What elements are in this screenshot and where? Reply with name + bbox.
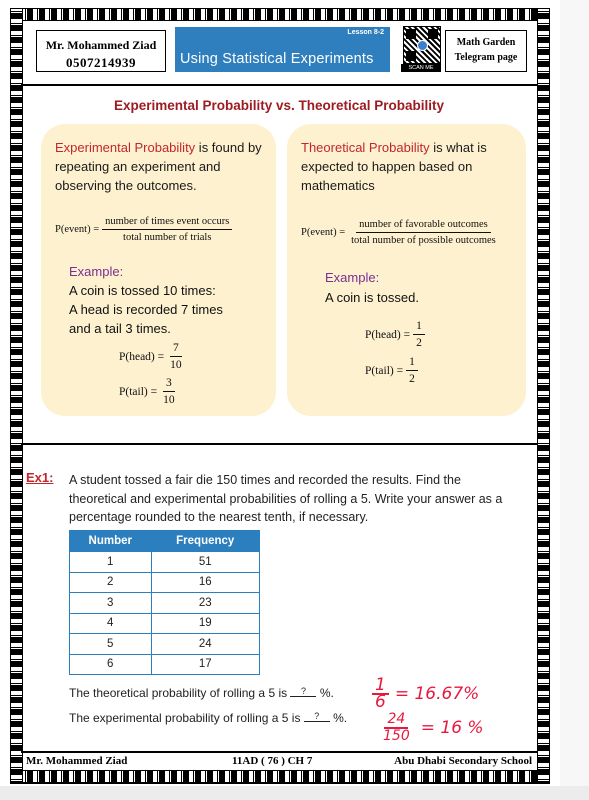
tail-denominator: 10	[163, 394, 175, 406]
section-title: Experimental Probability vs. Theoretical Probability	[113, 98, 445, 113]
table-cell: 3	[70, 593, 152, 614]
footer-teacher: Mr. Mohammed Ziad	[26, 755, 128, 767]
experimental-definition	[55, 138, 267, 195]
footer-school: Abu Dhabi Secondary School	[394, 755, 532, 767]
formula-fraction	[102, 216, 232, 243]
experimental-example-text	[69, 281, 223, 338]
right-margin	[560, 0, 589, 800]
lesson-number: Lesson 8-2	[347, 29, 384, 36]
teacher-phone: 0507214939	[66, 55, 136, 70]
tail-denominator: 2	[409, 373, 415, 385]
table-cell: 51	[151, 552, 260, 573]
example-line: A head is recorded 7 times	[69, 302, 223, 317]
answer-denominator: 6	[375, 692, 386, 712]
answer-numerator: 1	[372, 678, 389, 695]
answer-fraction	[372, 675, 389, 712]
table-cell: 23	[151, 593, 260, 614]
theoretical-head-prob	[365, 320, 425, 349]
table-cell: 24	[151, 634, 260, 655]
formula-numerator: number of favorable outcomes	[356, 219, 491, 233]
exercise-prompt: A student tossed a fair die 150 times and recorded the results. Find the theoretical and experimental probabilities of rolling a 5. Write your answer as a percentage rounded to the nearest tenth, if necessary.	[69, 473, 503, 524]
example-line: A coin is tossed 10 times:	[69, 283, 216, 298]
formula-fraction	[348, 219, 499, 246]
theoretical-card	[287, 124, 526, 416]
table-cell: 5	[70, 634, 152, 655]
theoretical-example-label: Example:	[325, 270, 380, 285]
table-row	[70, 572, 260, 593]
question-suffix: %.	[319, 686, 334, 700]
border-pattern-bottom	[10, 770, 550, 783]
garden-subtitle: Telegram page	[454, 52, 518, 63]
qr-code-icon[interactable]	[403, 26, 441, 64]
qr-logo-icon	[417, 40, 428, 51]
table-cell: 1	[70, 552, 152, 573]
header-divider	[21, 84, 537, 86]
table-row	[70, 613, 260, 634]
tail-lhs: P(tail) =	[365, 364, 404, 377]
experimental-tail-prob	[119, 377, 178, 406]
answer-fraction	[380, 712, 413, 744]
border-pattern-top	[10, 8, 550, 21]
lesson-title: Using Statistical Experiments	[180, 51, 374, 67]
question-text: The experimental probability of rolling a 5 is	[69, 711, 301, 725]
theoretical-question	[69, 686, 334, 700]
handwritten-answer-2	[380, 712, 484, 744]
head-numerator: 7	[170, 342, 182, 357]
table-row	[70, 634, 260, 655]
border-pattern-right	[537, 8, 550, 784]
page-footer	[24, 755, 534, 769]
table-header-cell: Frequency	[151, 531, 260, 552]
tail-fraction	[406, 356, 418, 385]
head-numerator: 1	[413, 320, 425, 335]
table-cell: 2	[70, 572, 152, 593]
table-cell: 19	[151, 613, 260, 634]
formula-lhs: P(event) =	[55, 224, 100, 235]
bottom-margin	[0, 786, 589, 800]
head-fraction	[413, 320, 425, 349]
head-denominator: 10	[170, 359, 182, 371]
theoretical-tail-prob	[365, 356, 418, 385]
footer-course: 11AD ( 76 ) CH 7	[232, 755, 313, 767]
teacher-name: Mr. Mohammed Ziad	[45, 38, 157, 52]
table-cell: 6	[70, 654, 152, 675]
experimental-card	[41, 124, 276, 416]
table-header-row	[70, 531, 260, 552]
head-fraction	[167, 342, 185, 371]
qr-caption: SCAN ME	[401, 64, 441, 72]
answer-result: = 16 %	[420, 718, 484, 738]
handwritten-answer-1	[372, 675, 480, 712]
tail-numerator: 1	[406, 356, 418, 371]
theoretical-example-text: A coin is tossed.	[325, 290, 419, 305]
table-row	[70, 552, 260, 573]
lesson-title-bar	[175, 27, 390, 72]
table-row	[70, 593, 260, 614]
formula-numerator: number of times event occurs	[102, 216, 232, 230]
answer-blank[interactable]: ?	[290, 686, 316, 697]
theoretical-definition-text: is what is expected to happen based on mathematics	[301, 140, 487, 193]
formula-denominator: total number of possible outcomes	[351, 235, 496, 246]
frequency-table	[69, 530, 260, 675]
question-suffix: %.	[333, 711, 348, 725]
footer-divider	[21, 751, 537, 753]
answer-numerator: 24	[384, 712, 408, 729]
tail-numerator: 3	[163, 377, 175, 392]
head-lhs: P(head) =	[365, 328, 411, 341]
answer-blank[interactable]: ?	[304, 711, 330, 722]
answer-denominator: 150	[383, 728, 410, 744]
experimental-formula	[55, 216, 232, 243]
head-denominator: 2	[416, 337, 422, 349]
table-row	[70, 654, 260, 675]
section-divider	[21, 443, 537, 445]
table-cell: 17	[151, 654, 260, 675]
formula-lhs: P(event) =	[301, 227, 346, 238]
teacher-box	[36, 30, 166, 72]
experimental-term: Experimental Probability	[55, 140, 196, 155]
table-cell: 4	[70, 613, 152, 634]
answer-result: = 16.67%	[394, 684, 480, 704]
garden-title: Math Garden	[456, 37, 516, 48]
theoretical-definition	[301, 138, 513, 195]
theoretical-term: Theoretical Probability	[301, 140, 430, 155]
telegram-box	[445, 30, 527, 72]
tail-fraction	[160, 377, 178, 406]
tail-lhs: P(tail) =	[119, 385, 158, 398]
experimental-definition-text: is found by repeating an experiment and observing the outcomes.	[55, 140, 262, 193]
formula-denominator: total number of trials	[123, 232, 212, 243]
experimental-head-prob	[119, 342, 185, 371]
example-line: and a tail 3 times.	[69, 321, 171, 336]
table-header-cell: Number	[70, 531, 152, 552]
probability-comparison	[21, 92, 537, 432]
head-lhs: P(head) =	[119, 350, 165, 363]
experimental-question	[69, 711, 347, 725]
table-cell: 16	[151, 572, 260, 593]
question-text: The theoretical probability of rolling a 5 is	[69, 686, 288, 700]
exercise-label: Ex1:	[26, 470, 54, 485]
theoretical-formula	[301, 219, 499, 246]
experimental-example-label: Example:	[69, 264, 124, 279]
